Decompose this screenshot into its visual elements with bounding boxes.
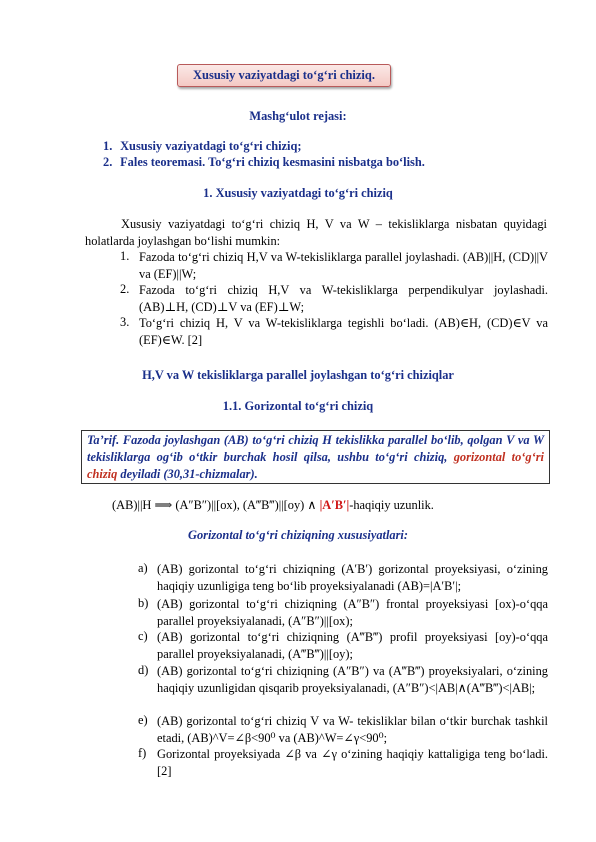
case-number: 2. bbox=[120, 282, 130, 296]
header-title-box bbox=[177, 64, 391, 87]
property-text: (AB) gorizontal to‘g‘ri chiziqning (A″B″) va (A‴B‴) proyeksiyalari, o‘zining haqiqiy uzunligidan qisqarib proyeksiyalanadi, (A″B″)<|AB|∧(A‴B‴)<|AB|; bbox=[157, 664, 548, 695]
parallel-heading: H,V va W tekisliklarga parallel joylashgan to‘g‘ri chiziqlar bbox=[142, 368, 454, 382]
intro-paragraph: Xususiy vaziyatdagi to‘g‘ri chiziq H, V va W – tekisliklarga nisbatan quyidagi holatlarda joylashgan bo‘lishi mumkin: bbox=[85, 217, 547, 248]
plan-item-text: Fales teoremasi. To‘g‘ri chiziq kesmasini nisbatga bo‘lish. bbox=[120, 155, 425, 169]
definition-text bbox=[82, 431, 549, 484]
plan-item-number: 1. bbox=[103, 139, 113, 153]
formula-line bbox=[112, 497, 434, 513]
property-mark: f) bbox=[138, 746, 147, 760]
subsection-heading: 1.1. Gorizontal to‘g‘ri chiziq bbox=[222, 399, 374, 413]
property-mark: a) bbox=[138, 561, 148, 575]
property-mark: b) bbox=[138, 596, 149, 610]
header-title: Xususiy vaziyatdagi to‘g‘ri chiziq. bbox=[193, 68, 375, 82]
case-number: 1. bbox=[120, 249, 130, 263]
definition-tail: deyiladi (30,31-chizmalar). bbox=[117, 467, 258, 481]
formula-text: (AB)||H ⟹ (A″B″)||[ox), (A‴B‴)||[oy) ∧ bbox=[112, 498, 320, 512]
property-text: (AB) gorizontal to‘g‘ri chiziqning (A″B″) frontal proyeksiyasi [ox)-o‘qqa parallel proyeksiyalanadi, (A″B″)||[ox); bbox=[157, 597, 548, 628]
section1-heading: 1. Xususiy vaziyatdagi to‘g‘ri chiziq bbox=[203, 186, 393, 200]
property-mark: d) bbox=[138, 663, 149, 677]
case-text: Fazoda to‘g‘ri chiziq H,V va W-tekisliklarga perpendikulyar joylashadi. (AB)⊥H, (CD)⊥V va (EF)⊥W; bbox=[139, 283, 548, 314]
formula-suffix: -haqiqiy uzunlik. bbox=[349, 498, 434, 512]
definition-box bbox=[81, 430, 550, 484]
case-text: To‘g‘ri chiziq H, V va W-tekisliklarga tegishli bo‘ladi. (AB)∈H, (CD)∈V va (EF)∈W. [2] bbox=[139, 316, 548, 347]
case-number: 3. bbox=[120, 315, 130, 329]
plan-heading: Mashg‘ulot rejasi: bbox=[249, 109, 347, 123]
property-text: (AB) gorizontal to‘g‘ri chiziqning (A‴B‴) profil proyeksiyasi [oy)-o‘qqa parallel proyeksiyalanadi, (A‴B‴)||[oy); bbox=[157, 630, 548, 661]
formula-highlight: |A′B′| bbox=[319, 498, 350, 512]
plan-item-number: 2. bbox=[103, 155, 113, 169]
definition-highlight: gorizontal to‘g‘ri chiziq bbox=[87, 450, 544, 481]
plan-item-1 bbox=[103, 139, 302, 154]
property-text: (AB) gorizontal to‘g‘ri chiziqning (A′B′) gorizontal proyeksiyasi, o‘zining haqiqiy uzunligiga teng bo‘lib proyeksiyalanadi (AB)=|A′B′|; bbox=[157, 562, 548, 593]
property-text: Gorizontal proyeksiyada ∠β va ∠γ o‘zining haqiqiy kattaligiga teng bo‘ladi. [2] bbox=[157, 747, 548, 778]
definition-body: Fazoda joylashgan (AB) to‘g‘ri chiziq H tekislikka parallel bo‘lib, qolgan V va W tekisliklarga og‘ib o‘tkir burchak hosil qilsa, ushbu to‘g‘ri chiziq, bbox=[87, 433, 544, 464]
definition-label: Ta’rif. bbox=[87, 433, 120, 447]
case-text: Fazoda to‘g‘ri chiziq H,V va W-tekisliklarga parallel joylashadi. (AB)||H, (CD)||V va (EF)||W; bbox=[139, 250, 548, 281]
property-mark: c) bbox=[138, 629, 148, 643]
plan-item-text: Xususiy vaziyatdagi to‘g‘ri chiziq; bbox=[120, 139, 302, 153]
plan-item-2 bbox=[103, 155, 425, 170]
property-text: (AB) gorizontal to‘g‘ri chiziq V va W- tekisliklar bilan o‘tkir burchak tashkil etadi, (AB)^V=∠β<90⁰ va (AB)^W=∠γ<90⁰; bbox=[157, 714, 548, 745]
property-mark: e) bbox=[138, 713, 148, 727]
properties-heading: Gorizontal to‘g‘ri chiziqning xususiyatlari: bbox=[188, 528, 408, 542]
